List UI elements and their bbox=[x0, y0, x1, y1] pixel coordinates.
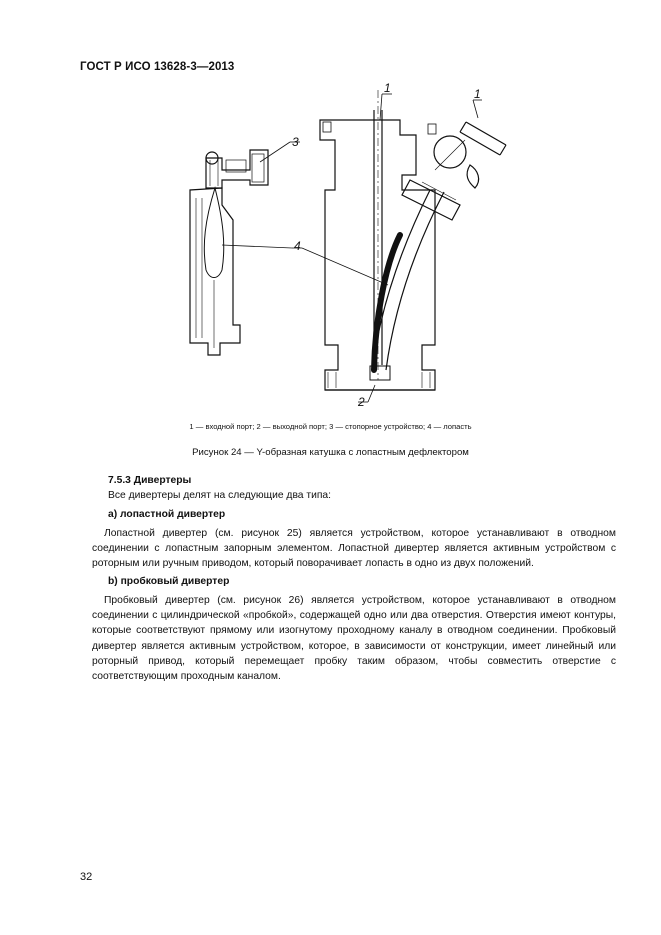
vane-assembly-drawing bbox=[190, 150, 268, 355]
subsection-a-heading: a) лопастной дивертер bbox=[108, 509, 226, 520]
figure-y-spool-drawing bbox=[160, 80, 520, 415]
callout-4: 4 bbox=[294, 239, 301, 253]
subsection-b-text: Пробковый дивертер (см. рисунок 26) является устройством, которое устанавливают в отводном соединении с цилиндрической «пробкой», содержащей одно или два отверстия. Отверстия имеют контуры, которые соответствуют прямому или изогнутому проходному каналу в отводном соединении. Пробковый дивертер является активным устройством, которое, в зависимости от конструкции, имеет линейный или роторный привод, который перемещает пробку таким образом, чтобы совместить отверстие с соответствующим проходным каналом. bbox=[92, 595, 616, 683]
callout-1-branch: 1 bbox=[474, 87, 481, 101]
callout-3: 3 bbox=[292, 135, 299, 149]
y-spool-body-drawing bbox=[320, 90, 506, 390]
document-header: ГОСТ Р ИСО 13628-3—2013 bbox=[80, 61, 235, 73]
section-heading: 7.5.3 Дивертеры bbox=[108, 475, 192, 486]
callout-1-inlet: 1 bbox=[384, 81, 391, 95]
technical-drawing bbox=[160, 80, 520, 415]
figure-legend: 1 — входной порт; 2 — выходной порт; 3 — стопорное устройство; 4 — лопасть bbox=[189, 422, 472, 431]
section-intro: Все дивертеры делят на следующие два типа: bbox=[108, 490, 332, 501]
page-number: 32 bbox=[80, 871, 93, 883]
callout-2: 2 bbox=[358, 395, 365, 409]
subsection-b-heading: b) пробковый дивертер bbox=[108, 576, 230, 587]
callout-leaders bbox=[222, 94, 482, 402]
subsection-a-text: Лопастной дивертер (см. рисунок 25) является устройством, которое устанавливают в отводном соединении с лопастным запорным элементом. Лопастной дивертер является активным устройством с роторным или ручным приводом, который поворачивает лопасть в одно из двух положений. bbox=[92, 528, 616, 570]
figure-caption: Рисунок 24 — Y-образная катушка с лопастным дефлектором bbox=[192, 447, 469, 458]
